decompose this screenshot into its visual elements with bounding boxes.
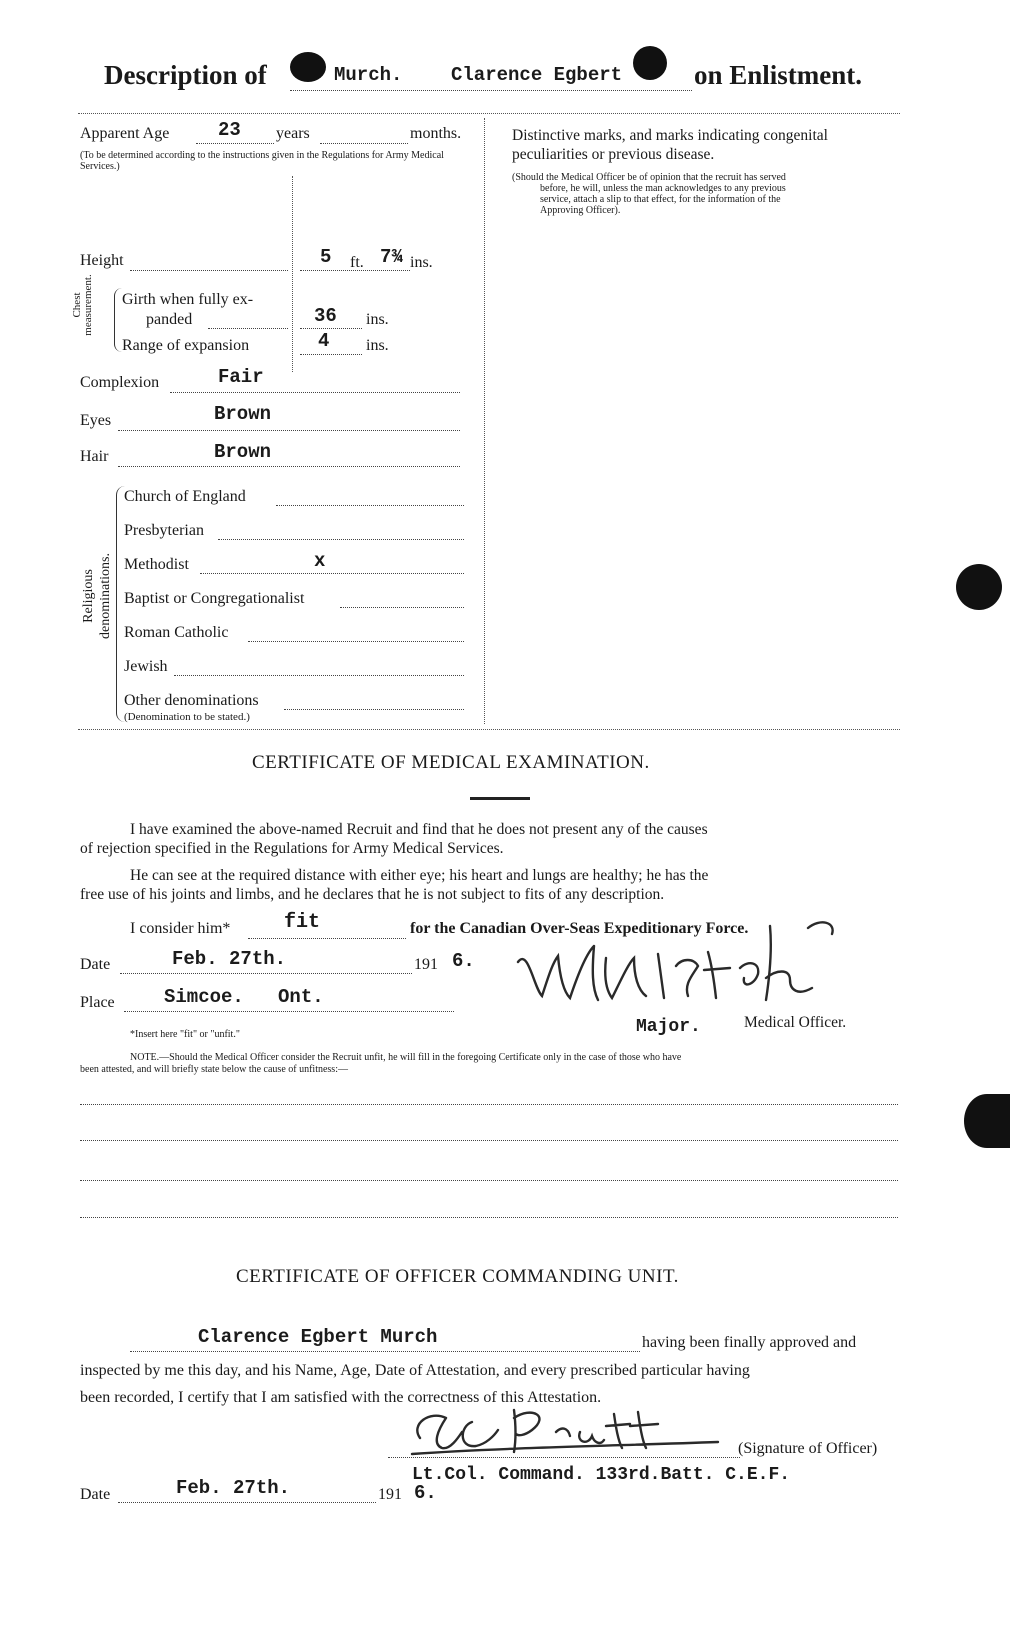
- ink-blot-top-left: [290, 52, 326, 82]
- religion-item-rule: [218, 539, 464, 540]
- apparent-age-label: Apparent Age: [80, 125, 170, 142]
- consider-value: fit: [284, 911, 321, 934]
- ink-blot-right-mid: [956, 564, 1002, 610]
- height-in-value: 7¾: [380, 246, 403, 268]
- marks-note-4: Approving Officer).: [540, 205, 621, 216]
- medical-date-value: Feb. 27th.: [172, 948, 287, 970]
- commanding-name-rule: [130, 1351, 640, 1352]
- medical-date-label: Date: [80, 956, 111, 973]
- marks-note-3: service, attach a slip to that effect, for the information of the: [540, 194, 781, 205]
- religion-group-label: [80, 546, 114, 646]
- commanding-date-label: Date: [80, 1486, 111, 1503]
- medical-para1-line1: I have examined the above-named Recruit and find that he does not present any of the causes: [130, 821, 708, 838]
- signature-label: (Signature of Officer): [738, 1440, 878, 1457]
- commanding-title-value: Lt.Col. Command. 133rd.Batt. C.E.F.: [412, 1465, 791, 1485]
- religion-item-mark: x: [314, 550, 326, 572]
- marks-note-1: (Should the Medical Officer be of opinion that the recruit has served: [512, 172, 786, 183]
- unfit-line-1: [80, 1104, 898, 1105]
- form-title: [104, 60, 267, 91]
- chest-measurement-label: [72, 270, 94, 340]
- complexion-label: Complexion: [80, 374, 160, 391]
- marks-heading-2: peculiarities or previous disease.: [512, 146, 715, 163]
- medical-officer-rank: Major.: [636, 1017, 701, 1037]
- range-value-rule: [300, 354, 362, 355]
- title-suffix: on Enlistment.: [694, 60, 863, 90]
- consider-label: I consider him*: [130, 920, 231, 937]
- commanding-line3: been recorded, I certify that I am satisfied with the correctness of this Attestation.: [80, 1389, 602, 1406]
- medical-place-rule: [124, 1011, 454, 1012]
- ink-blot-top-right: [633, 46, 667, 80]
- hair-rule: [118, 466, 460, 467]
- girth-value: 36: [314, 305, 337, 327]
- religion-item-rule: [174, 675, 464, 676]
- commanding-date-value: Feb. 27th.: [176, 1477, 291, 1499]
- eyes-label: Eyes: [80, 412, 112, 429]
- consider-suffix-text: for the Canadian Over-Seas Expeditionary Force.: [410, 920, 749, 937]
- hair-label: Hair: [80, 448, 109, 465]
- religion-item-rule: [200, 573, 464, 574]
- complexion-rule: [170, 392, 460, 393]
- medical-para2-line2: free use of his joints and limbs, and he declares that he is not subject to fits of any description.: [80, 886, 665, 903]
- medical-title-rule: [470, 797, 530, 800]
- commanding-cert-title: CERTIFICATE OF OFFICER COMMANDING UNIT.: [236, 1266, 679, 1287]
- girth-value-rule: [300, 328, 362, 329]
- height-value-rule: [300, 270, 410, 271]
- height-rule: [130, 270, 288, 271]
- hair-value: Brown: [214, 441, 272, 463]
- medical-para1-line2: of rejection specified in the Regulations for Army Medical Services.: [80, 840, 504, 857]
- religion-item-label: Other denominations: [124, 692, 259, 709]
- medical-officer-label: Medical Officer.: [744, 1014, 847, 1031]
- medical-place-value: Simcoe. Ont.: [164, 986, 324, 1008]
- chest-label-text: Chest measurement.: [71, 274, 94, 336]
- girth-label-1: Girth when fully ex-: [122, 291, 254, 308]
- range-unit: ins.: [366, 337, 389, 354]
- girth-rule: [208, 328, 288, 329]
- age-rule: [196, 143, 274, 144]
- left-column-divider: [292, 176, 293, 372]
- height-ft-value: 5: [320, 246, 332, 268]
- top-rule: [78, 113, 900, 114]
- commanding-signature-rule: [388, 1457, 740, 1458]
- religion-item-label: Methodist: [124, 556, 189, 573]
- medical-officer-signature: [508, 918, 868, 1014]
- religion-item-label: Church of England: [124, 488, 246, 505]
- unfit-line-3: [80, 1180, 898, 1181]
- age-note-text: (To be determined according to the instructions given in the Regulations for Army Medical Services.): [80, 150, 444, 172]
- range-value: 4: [318, 330, 330, 352]
- column-divider: [484, 118, 485, 724]
- girth-label-2: panded: [146, 311, 193, 328]
- medical-para2-line1: He can see at the required distance with either eye; his heart and lungs are healthy; he has the: [130, 867, 709, 884]
- unfit-line-4: [80, 1217, 898, 1218]
- years-label: years: [276, 125, 310, 142]
- medical-year-digit: 6.: [452, 950, 475, 972]
- commanding-name-value: Clarence Egbert Murch: [198, 1326, 438, 1348]
- months-label: months.: [410, 125, 462, 142]
- religion-item-label: Roman Catholic: [124, 624, 229, 641]
- title-prefix: Description of: [104, 60, 267, 90]
- ins-label: ins.: [410, 254, 433, 271]
- age-value: 23: [218, 119, 241, 141]
- unfit-line-2: [80, 1140, 898, 1141]
- age-note: [80, 150, 460, 172]
- marks-note-2: before, he will, unless the man acknowledges to any previous: [540, 183, 786, 194]
- religion-item-label: Baptist or Congregationalist: [124, 590, 305, 607]
- medical-year-prefix: 191: [414, 956, 438, 973]
- girth-unit: ins.: [366, 311, 389, 328]
- religion-item-label: Presbyterian: [124, 522, 204, 539]
- religion-group-label-text: Religious denominations.: [81, 553, 113, 639]
- religion-item-rule: [248, 641, 464, 642]
- commanding-year-prefix: 191: [378, 1486, 402, 1503]
- unfit-note-1: NOTE.—Should the Medical Officer consider the Recruit unfit, he will fill in the foregoing Certificate only in the case of those who have: [130, 1052, 682, 1063]
- section-rule: [78, 729, 900, 730]
- religion-item-rule: [284, 709, 464, 710]
- commanding-year-digit: 6.: [414, 1482, 437, 1504]
- given-names-value: Clarence Egbert: [451, 64, 623, 86]
- surname-value: Murch.: [334, 64, 403, 86]
- medical-cert-title: CERTIFICATE OF MEDICAL EXAMINATION.: [252, 752, 650, 773]
- months-rule: [320, 143, 408, 144]
- height-label: Height: [80, 252, 124, 269]
- medical-date-rule: [120, 973, 412, 974]
- other-denomination-note: (Denomination to be stated.): [124, 711, 250, 723]
- religion-item-rule: [340, 607, 464, 608]
- ft-label: ft.: [350, 254, 364, 271]
- eyes-rule: [118, 430, 460, 431]
- title-name-rule: [290, 90, 692, 91]
- commanding-date-rule: [118, 1502, 376, 1503]
- complexion-value: Fair: [218, 366, 264, 388]
- marks-heading-1: Distinctive marks, and marks indicating congenital: [512, 127, 828, 144]
- religion-item-rule: [276, 505, 464, 506]
- ink-blot-right-low: [964, 1094, 1010, 1148]
- consider-rule: [248, 938, 406, 939]
- range-label: Range of expansion: [122, 337, 250, 354]
- religion-item-label: Jewish: [124, 658, 168, 675]
- commanding-officer-signature: [406, 1396, 736, 1460]
- eyes-value: Brown: [214, 403, 272, 425]
- medical-place-label: Place: [80, 994, 115, 1011]
- insert-note: *Insert here "fit" or "unfit.": [130, 1029, 240, 1040]
- unfit-note-2: been attested, and will briefly state below the cause of unfitness:—: [80, 1064, 348, 1075]
- commanding-line2: inspected by me this day, and his Name, Age, Date of Attestation, and every prescribed particular having: [80, 1362, 750, 1379]
- commanding-line1-suffix: having been finally approved and: [642, 1334, 857, 1351]
